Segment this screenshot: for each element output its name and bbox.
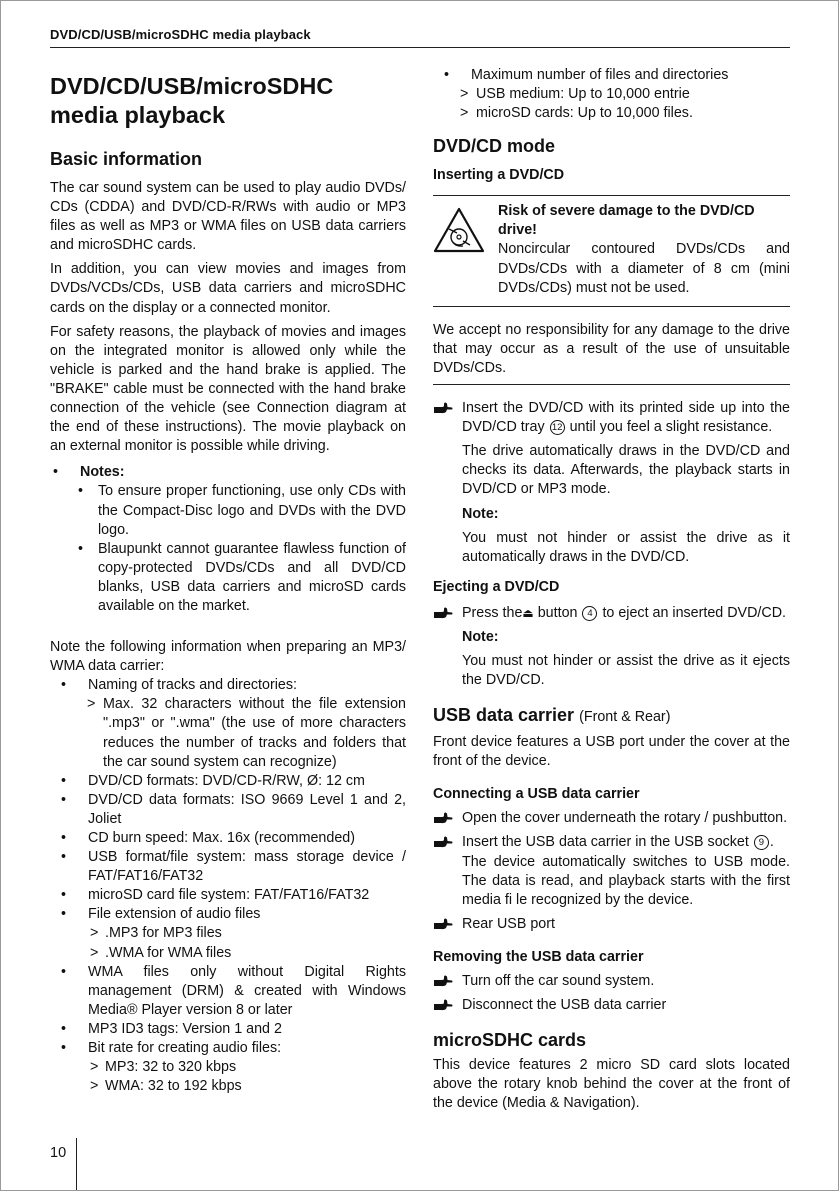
bitrate-subitem: > MP3: 32 to 320 kbps	[58, 1058, 406, 1077]
warning-triangle-icon	[433, 207, 485, 253]
note-label: Note:	[462, 505, 499, 522]
max-files-text: Maximum number of files and directories	[471, 67, 729, 83]
notes-label: Notes:	[80, 464, 125, 481]
max-files-sublist	[431, 85, 790, 123]
connect-result: The device automatically switches to USB mode. The data is read, and playback starts with the first media fi le recognized by the device.	[462, 853, 790, 908]
preparation-list	[58, 676, 406, 1096]
list-item	[58, 676, 406, 771]
microsdhc-paragraph: This device features 2 micro SD card slots located above the rotary knob behind the cover at the front of the device (Media & Navigation).	[433, 1057, 790, 1112]
eject-icon: ⏏	[522, 605, 534, 620]
pointing-hand-icon	[433, 997, 453, 1013]
remove-step	[433, 972, 790, 991]
preparation-paragraph: Note the following information when preparing an MP3/ WMA data carrier:	[50, 639, 406, 675]
list-item: • USB format/file system: mass storage device / FAT/FAT16/FAT32	[58, 848, 406, 886]
page-number: 10	[50, 1145, 67, 1161]
bitrate-text: Bit rate for creating audio files:	[88, 1040, 282, 1057]
bitrate-sublist	[58, 1058, 406, 1096]
warning-title: Risk of severe damage to the DVD/CD drive!	[498, 203, 755, 239]
right-column	[433, 66, 790, 1113]
list-item: • MP3 ID3 tags: Version 1 and 2	[58, 1020, 406, 1039]
insert-step	[433, 399, 790, 437]
eject-step	[433, 604, 790, 623]
naming-subitem: > Max. 32 characters without the file extension ".mp3" or ".wma" (the use of more characters reduces the number of tracks and folders that the car sound system can recognize)	[58, 695, 406, 771]
pointing-hand-icon	[433, 605, 453, 621]
connect-step	[433, 809, 790, 828]
list-item: • microSD card file system: FAT/FAT16/FAT32	[58, 886, 406, 905]
notes-item	[50, 463, 406, 616]
note-label: Note:	[462, 628, 499, 645]
notes-list	[50, 463, 406, 616]
extension-subitem: > .MP3 for MP3 files	[58, 924, 406, 943]
list-item: • CD burn speed: Max. 16x (recommended)	[58, 829, 406, 848]
connect-step	[433, 915, 790, 934]
microsdhc-heading: microSDHC cards	[433, 1030, 587, 1051]
list-item: • DVD/CD data formats: ISO 9669 Level 1 and 2, Joliet	[58, 791, 406, 829]
running-header: DVD/CD/USB/microSDHC media playback	[50, 27, 311, 42]
insert-step-text-end: until you feel a slight resistance.	[569, 419, 773, 436]
eject-step-text-end: to eject an inserted DVD/CD.	[602, 604, 787, 621]
connect-step-text: Rear USB port	[462, 915, 555, 932]
dvd-mode-heading: DVD/CD mode	[433, 136, 556, 157]
button-number-badge: 4	[582, 606, 597, 621]
responsibility-paragraph: We accept no responsibility for any damage to the drive that may occur as a result of the use of unsuitable DVDs/CDs.	[433, 321, 790, 376]
insert-step-text: Insert the DVD/CD with its printed side up into the DVD/CD tray	[462, 400, 790, 436]
footer-rule	[76, 1138, 77, 1190]
intro-paragraph: The car sound system can be used to play audio DVDs/ CDs (CDDA) and DVD/CD-R/RWs with audio or MP3 files as well as MP3 or WMA files on USB data carriers and microSDHC cards.	[50, 180, 406, 254]
pointing-hand-icon	[433, 973, 453, 989]
page-title: DVD/CD/USB/microSDHC media playback	[50, 73, 334, 128]
list-item	[58, 1039, 406, 1096]
remove-step-text: Turn off the car sound system.	[462, 972, 655, 989]
max-files-subitem: > USB medium: Up to 10,000 entrie	[431, 85, 790, 104]
ejecting-heading: Ejecting a DVD/CD	[433, 578, 560, 595]
note-text: You must not hinder or assist the drive as it ejects the DVD/CD.	[462, 652, 790, 689]
naming-text: Naming of tracks and directories:	[88, 677, 297, 694]
note-item: • To ensure proper functioning, use only CDs with the Compact-Disc logo and DVDs with the DVD logo.	[50, 482, 406, 539]
list-item	[58, 905, 406, 962]
usb-heading-text: USB data carrier	[433, 705, 575, 726]
socket-number-badge: 9	[754, 835, 769, 850]
eject-step-button-text: button	[537, 604, 578, 621]
remove-step	[433, 996, 790, 1015]
pointing-hand-icon	[433, 916, 453, 932]
insert-result: The drive automatically draws in the DVD/CD and checks its data. Afterwards, the playback starts in DVD/CD or MP3 mode.	[462, 443, 790, 498]
list-item: • WMA files only without Digital Rights management (DRM) & created with Windows Media® Player version 8 or later	[58, 963, 406, 1020]
warning-box	[433, 195, 790, 306]
note-item: • Blaupunkt cannot guarantee flawless function of copy-protected DVDs/CDs and all DVD/CD blanks, USB data carriers and microSD cards available on the market.	[50, 540, 406, 616]
pointing-hand-icon	[433, 834, 453, 850]
pointing-hand-icon	[433, 400, 453, 416]
extension-sublist	[58, 924, 406, 962]
usb-heading	[433, 704, 790, 728]
extension-text: File extension of audio files	[88, 906, 261, 923]
extension-subitem: > .WMA for WMA files	[58, 944, 406, 963]
left-column	[50, 66, 406, 1096]
connect-step	[433, 833, 790, 852]
warning-text: Noncircular contoured DVDs/CDs and DVDs/CDs with a diameter of 8 cm (mini DVDs/CDs) must not be used.	[498, 241, 790, 296]
note-text: You must not hinder or assist the drive as it automatically draws in the DVD/CD.	[462, 529, 790, 565]
header-rule	[50, 47, 790, 48]
connect-step-text: Insert the USB data carrier in the USB socket	[462, 834, 749, 851]
connect-step-period: .	[769, 834, 774, 851]
remove-step-text: Disconnect the USB data carrier	[462, 997, 667, 1013]
usb-heading-subtext: (Front & Rear)	[579, 709, 671, 726]
inserting-heading: Inserting a DVD/CD	[433, 167, 565, 184]
list-item	[441, 66, 790, 123]
safety-paragraph: For safety reasons, the playback of movies and images on the integrated monitor is allowed only while the vehicle is parked and the hand brake is applied. The "BRAKE" cable must be connected with the hand brake connection of the vehicle (see Connection diagram at the end of these instructions). The movie playback on an external monitor is possible while driving.	[50, 323, 406, 455]
naming-sublist	[58, 695, 406, 771]
pointing-hand-icon	[433, 810, 453, 826]
basic-information-heading: Basic information	[50, 149, 203, 169]
max-files-list	[441, 66, 790, 123]
view-paragraph: In addition, you can view movies and images from DVDs/VCDs/CDs, USB data carriers and microSDHC cards on the display or a connected monitor.	[50, 261, 406, 316]
usb-intro: Front device features a USB port under the cover at the front of the device.	[433, 734, 790, 770]
connect-step-text: Open the cover underneath the rotary / pushbutton.	[462, 810, 788, 827]
tray-number-badge: 12	[550, 420, 565, 435]
connecting-heading: Connecting a USB data carrier	[433, 786, 640, 803]
eject-step-text: Press the	[462, 604, 523, 621]
bitrate-subitem: > WMA: 32 to 192 kbps	[58, 1077, 406, 1096]
section-rule	[433, 384, 790, 385]
list-item: • DVD/CD formats: DVD/CD-R/RW, Ø: 12 cm	[58, 772, 406, 791]
removing-heading: Removing the USB data carrier	[433, 948, 644, 965]
notes-sublist	[50, 482, 406, 616]
max-files-subitem: > microSD cards: Up to 10,000 files.	[431, 104, 790, 123]
